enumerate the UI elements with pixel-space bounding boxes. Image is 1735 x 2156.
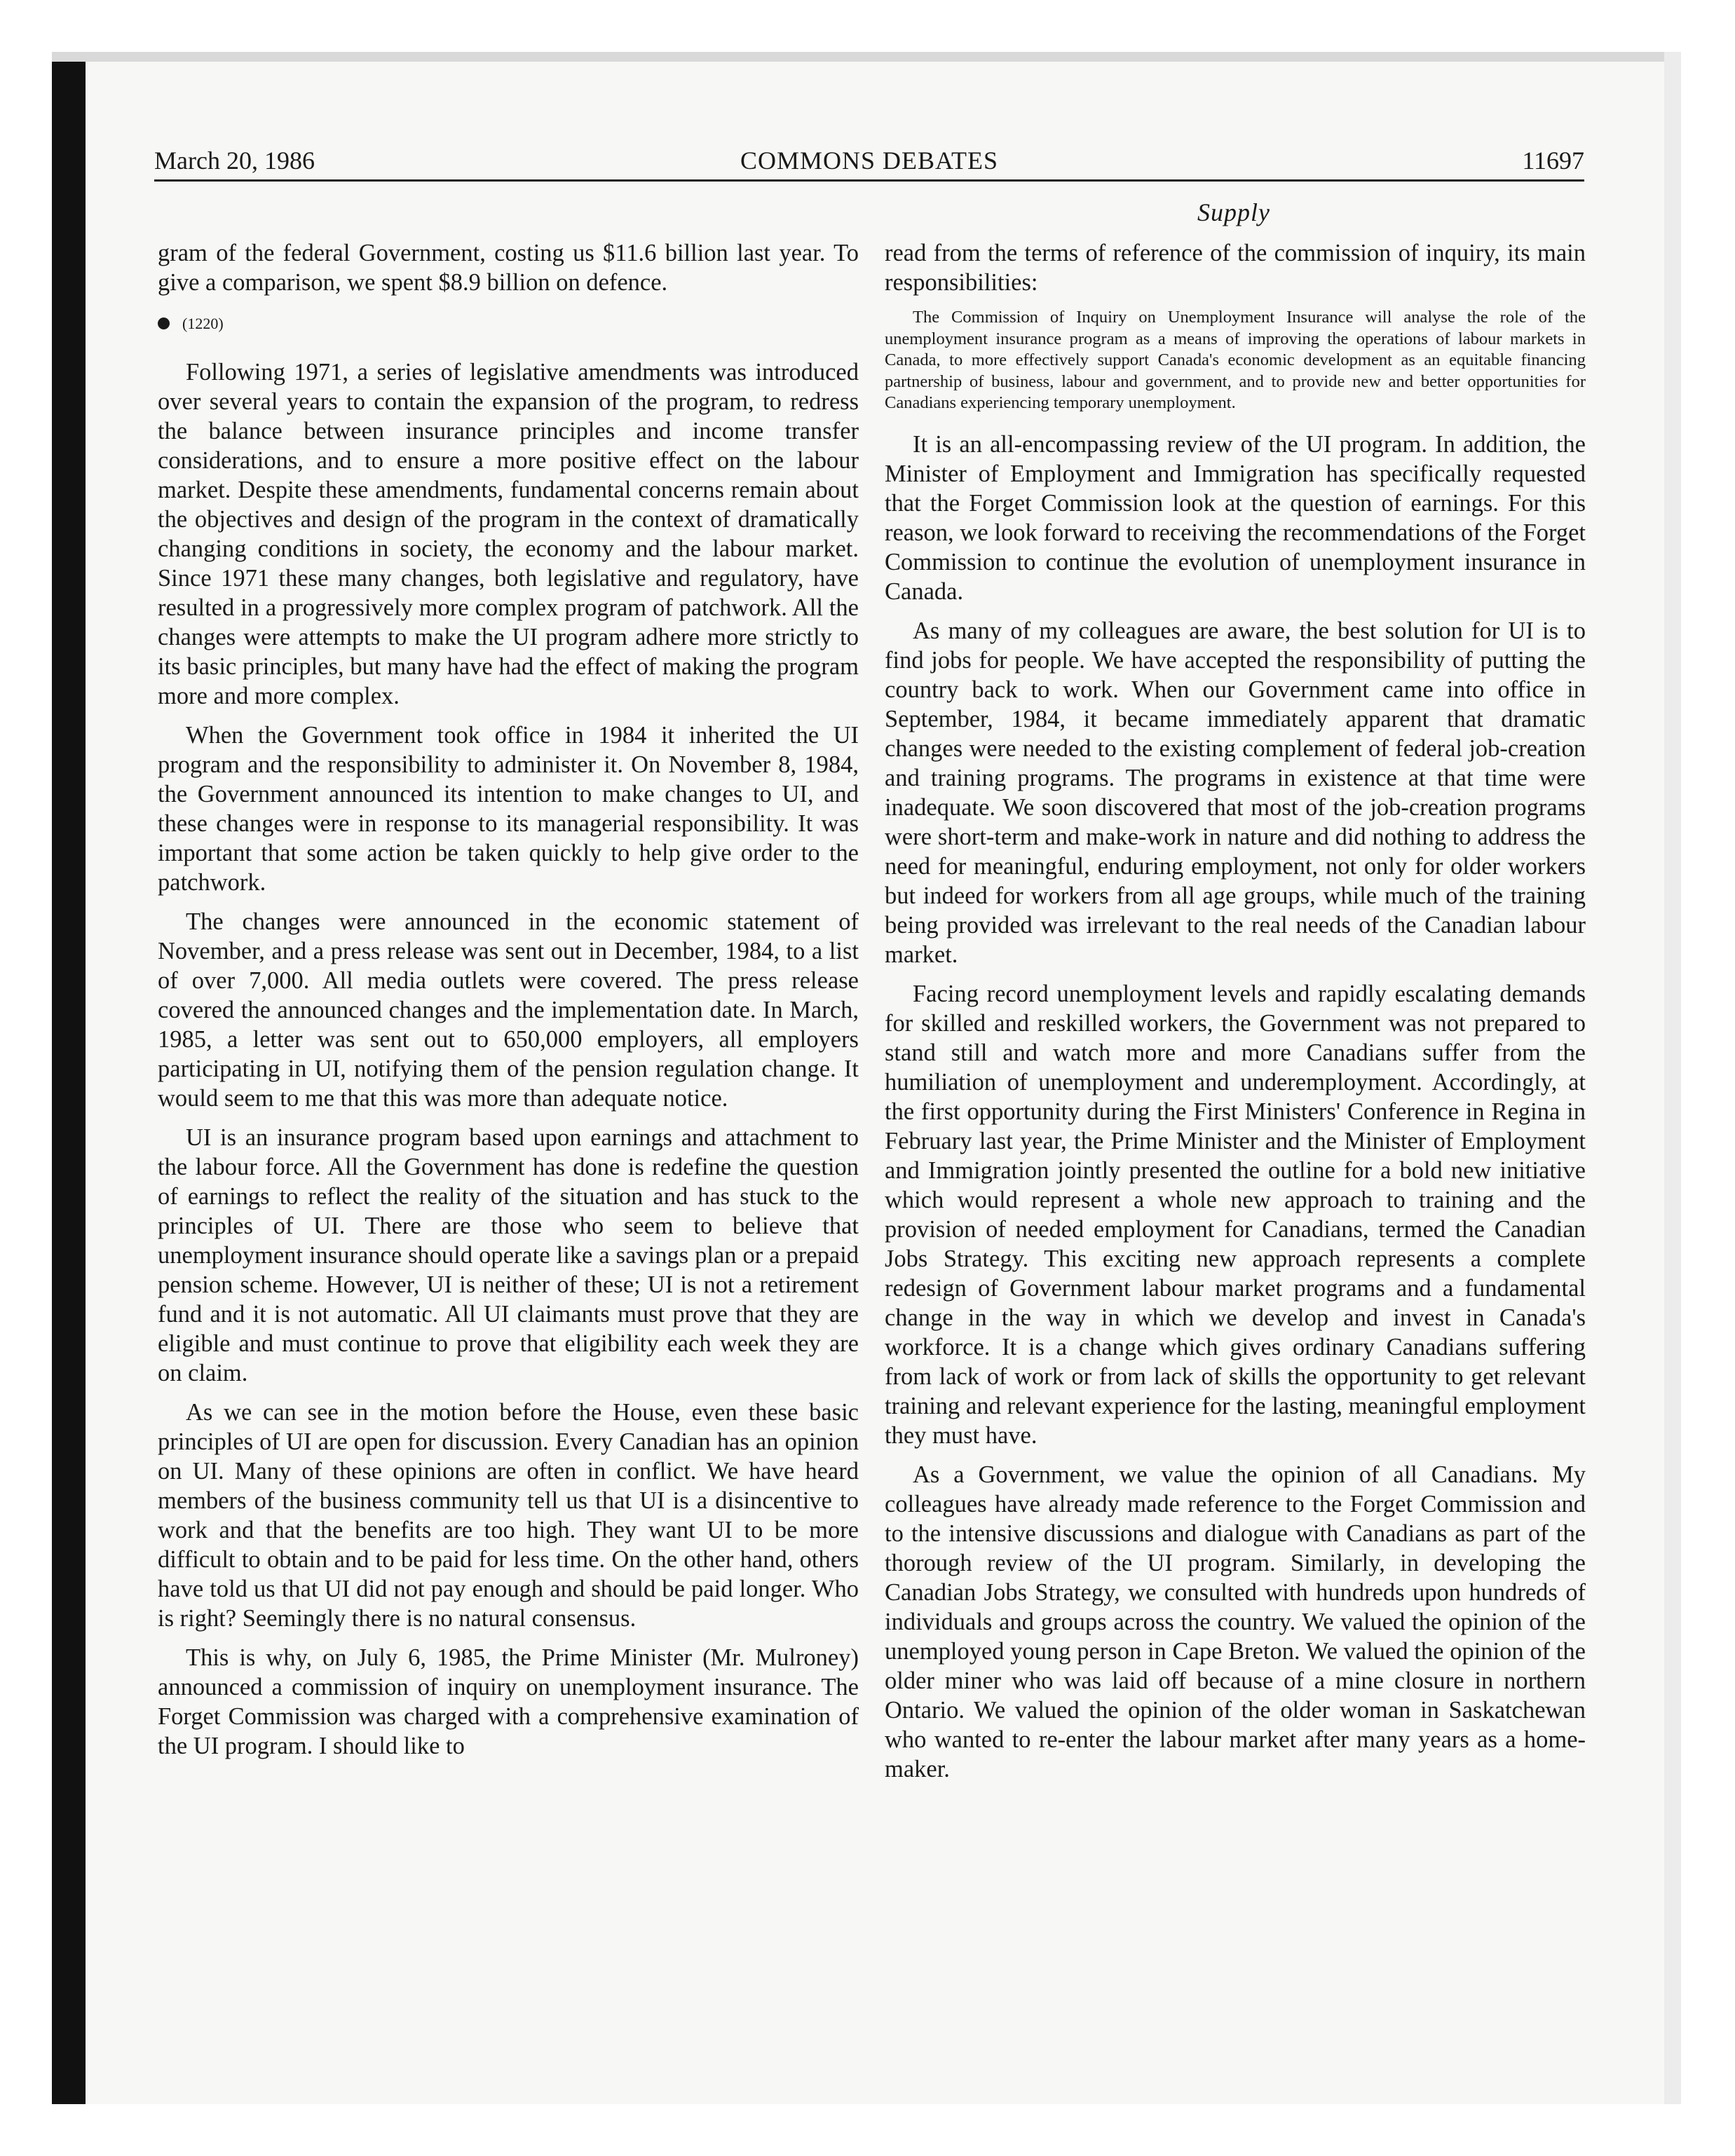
left-paragraph-5: UI is an insurance program based upon earnings and attachment to the labour force. All the Government has done is redefine the question of earnings to reflect the reality of the situation and has stuck to the principles of UI. There are those who seem to believe that unemployment insurance should operate like a savings plan or a prepaid pension scheme. However, UI is neither of these; UI is not a retirement fund and it is not automatic. All UI claimants must prove that they are eligible and must continue to prove that eligibility each week they are on claim. [158, 1124, 859, 1386]
left-paragraph-1: gram of the federal Government, costing us $11.6 billion last year. To give a comparison, we spent $8.9 billion on defence. [158, 240, 859, 296]
scan-edge-right [1664, 52, 1681, 2104]
bullet-dot-icon [158, 318, 170, 329]
left-paragraph-4: The changes were announced in the economic statement of November, and a press release was sent out in December, 1984, to a list of over 7,000. All media outlets were covered. The press release covered the announced changes and the implementation date. In March, 1985, a letter was sent out to 650,000 employers, all employers participating in UI, notifying them of the pension regulation change. It would seem to me that this was more than adequate notice. [158, 908, 859, 1112]
left-paragraph-7: This is why, on July 6, 1985, the Prime Minister (Mr. Mulroney) announced a commission of inquiry on unemployment insurance. The Forget Commission was charged with a comprehensive examination of the UI program. I should like to [158, 1644, 859, 1759]
right-paragraph-1: read from the terms of reference of the commission of inquiry, its main responsibilities: [885, 240, 1586, 296]
right-column [885, 238, 1586, 1794]
header-rule [154, 179, 1584, 182]
terms-of-reference-quote: The Commission of Inquiry on Unemployment Insurance will analyse the role of the unemployment insurance program as a means of improving the operations of labour markets in Canada, to more effectively support Canada's economic development as an equitable financing partnership of business, labour and government, and to provide new and better opportunities for Canadians experiencing temporary unemployment. [885, 308, 1586, 412]
header-page-number: 11697 [1522, 146, 1584, 175]
left-column [158, 238, 859, 1770]
right-paragraph-2: It is an all-encompassing review of the UI program. In addition, the Minister of Employment and Immigration has specifically requested that the Forget Commission look at the question of earnings. For this reason, we look forward to receiving the recommendations of the Forget Commission to continue the evolution of unemployment insurance in Canada. [885, 430, 1586, 605]
right-paragraph-3: As many of my colleagues are aware, the best solution for UI is to find jobs for people. We have accepted the responsibility of putting the country back to work. When our Government came into office in September, 1984, it became immediately apparent that dramatic changes were needed to the existing complement of federal job-creation and training programs. The programs in existence at that time were inadequate. We soon discovered that most of the job-creation programs were short-term and make-work in nature and did nothing to address the need for meaningful, enduring employment, not only for older workers but indeed for workers from all age groups, while much of the training being provided was irrelevant to the real needs of the Canadian labour market. [885, 617, 1586, 968]
left-paragraph-2: Following 1971, a series of legislative amendments was introduced over several years to contain the expansion of the program, to redress the balance between insurance principles and income transfer considerations, and to ensure a more positive effect on the labour market. Despite these amendments, fundamental concerns remain about the objectives and design of the program in the context of dramatically changing conditions in society, the economy and the labour market. Since 1971 these many changes, both legislative and regulatory, have resulted in a progressively more complex program of patchwork. All the changes were attempts to make the UI program adhere more strictly to its basic principles, but many have had the effect of making the program more and more complex. [158, 359, 859, 709]
scan-edge-left [52, 52, 86, 2104]
time-marker-label: (1220) [182, 315, 224, 332]
left-paragraph-6: As we can see in the motion before the House, even these basic principles of UI are open for discussion. Every Canadian has an opinion on UI. Many of these opinions are often in conflict. We have heard members of the business community tell us that UI is a disincentive to work and that the benefits are too high. They want UI to be more difficult to obtain and to be paid for less time. On the other hand, others have told us that UI did not pay enough and should be paid longer. Who is right? Seemingly there is no natural consensus. [158, 1399, 859, 1632]
running-head [154, 146, 1584, 182]
header-date: March 20, 1986 [154, 146, 315, 175]
right-paragraph-4: Facing record unemployment levels and rapidly escalating demands for skilled and reskilled workers, the Government was not prepared to stand still and watch more and more Canadians suffer from the humiliation of unemployment and underemployment. Accordingly, at the first opportunity during the First Ministers' Conference in Regina in February last year, the Prime Minister and the Minister of Employment and Immigration jointly presented the outline for a bold new initiative which would represent a whole new approach to training and the provision of needed employment for Canadians, termed the Canadian Jobs Strategy. This exciting new approach represents a complete redesign of Government labour market programs and a fundamental change in the way in which we develop and invest in Canada's workforce. It is a change which gives ordinary Canadians suffering from lack of work or from lack of skills the opportunity to get relevant training and relevant experience for the lasting, meaningful employment they must have. [885, 980, 1586, 1449]
header-title: COMMONS DEBATES [740, 146, 999, 175]
left-paragraph-3: When the Government took office in 1984 it inherited the UI program and the responsibility to administer it. On November 8, 1984, the Government announced its intention to make changes to UI, and these changes were in response to its managerial responsibility. It was important that some action be taken quickly to help give order to the patchwork. [158, 722, 859, 896]
section-label: Supply [1197, 198, 1270, 226]
right-paragraph-5: As a Government, we value the opinion of all Canadians. My colleagues have already made reference to the Forget Commission and to the intensive discussions and dialogue with Canadians as part of the thorough review of the UI program. Similarly, in developing the Canadian Jobs Strategy, we consulted with hundreds upon hundreds of individuals and groups across the country. We valued the opinion of the unemployed young person in Cape Breton. We valued the opinion of the older miner who was laid off because of a mine closure in northern Ontario. We valued the opinion of the older woman in Saskatchewan who wanted to re-enter the labour market after many years as a home-maker. [885, 1461, 1586, 1782]
scan-edge-top [52, 52, 1664, 62]
time-marker [158, 314, 859, 334]
